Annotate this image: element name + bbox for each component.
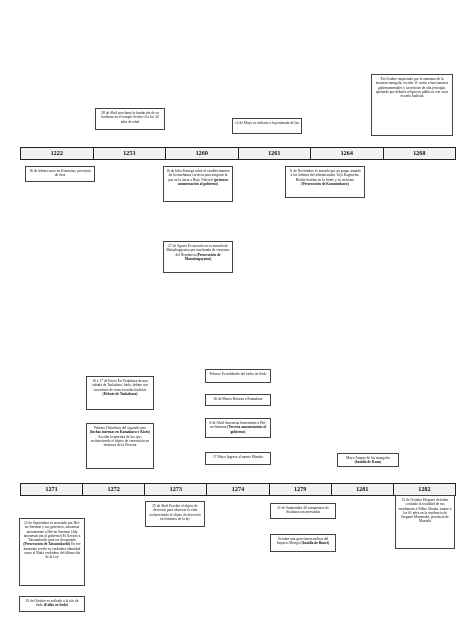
event-1274-april: 8 de Abril Amonesta firmemente a Hei-no-Saemon (Tercera amonestación al gobierno) (205, 418, 271, 438)
year-label: 1261 (239, 148, 312, 159)
event-1260-july: 16 de Julio Entrega sobre el establecimiento de la enseñanza correcta para asegurar la paz en la tierra a Hojo Tokiyori (primera amonestación al gobierno) (163, 166, 233, 202)
year-label: 1260 (166, 148, 239, 159)
event-1260-august: 27 de Agosto Es atacado en su morada de Matsubagayatsu por una banda de creyentes del Nembutsu (Persecución de Matsubagayatsu) (163, 241, 233, 273)
event-1273: 25 de Abril Escribe el objeto de devoción para observar la vida esclareciendo el objeto de devoción en términos de la ley (145, 501, 205, 527)
year-label: 1272 (83, 484, 145, 495)
event-1272-january: 16 y 17 de Enero En Tsukahara de una cabaña de Tsukahara, Sado, debate con sacerdotes de otras escuelas budistas (Debate de Tsukahara) (86, 376, 154, 410)
event-1279-october: Octubre una gran fuerza militar del Imperio Mongol (batalla de Bunei) (270, 534, 336, 552)
event-1282: 13 de Octubre Después de haber confiado la totalidad de sus enseñanzas a Nikko Shonin, muere a los 61 años en la residencia de Ikegami Munenaka, provincia de Musashi (395, 495, 455, 549)
event-1274-february: Febrero Es indultado del exilio en Sado (205, 369, 271, 383)
timeline-axis-bottom (20, 483, 456, 496)
year-label: 1273 (145, 484, 207, 495)
year-label: 1271 (21, 484, 83, 495)
event-1271-october: 10 de Octubre es exiliado a la isla de Sado (Exilio en Sado) (19, 596, 85, 612)
year-label: 1282 (418, 486, 431, 493)
event-1281: Mayo Ataque de los mongoles (batalla de Koan) (337, 453, 399, 467)
year-label: 1281 (332, 484, 394, 495)
event-1253: 28 de Abril proclama la fundación de su budismo en el templo Seicho-Ji a los 32 años de edad (95, 108, 165, 130)
event-1261: 12 de Mayo es exiliado a la península de Izu (232, 118, 302, 134)
event-1264: 11 de Noviembre es atacado por un grupo armado a las órdenes del administrador Tojo Kagenobu. Recibe heridas en la frente y en un brazo (Persecución de Komatsubara) (285, 166, 365, 198)
event-1268: En Octubre inquietado por la amenaza de la invasión mongola, escribe 11 cartas a funcionarios gubernamentales y sacerdotes de alta jerarquía, apelando por debates religiosos públicos con otras escuela budistas (371, 74, 453, 136)
event-1274-march: 26 de Marzo Retorna a Kamakura (205, 394, 271, 406)
event-1274-may: 17 Mayo Ingresa al monte Minobu (205, 452, 271, 465)
event-1272-february: Febrero Disturbios del segundo mes (luchas internas en Kamakura y Kioto) Escribe la apertura de los ojos esclareciendo el objeto de veneración en términos de la Persona (86, 423, 154, 469)
year-label: 1222 (21, 148, 94, 159)
timeline-axis-top (20, 147, 456, 160)
event-1222: 16 de febrero nace en Kominato, provincia de Awa (25, 166, 95, 182)
year-label: 1279 (270, 484, 332, 495)
year-label: 1253 (94, 148, 167, 159)
year-label: 1264 (311, 148, 384, 159)
year-label: 1268 (413, 150, 426, 157)
year-label: 1274 (207, 484, 269, 495)
event-1271-september: 12 de Septiembre es arrestado por Hei-no-Saemon y sus guerreros, amonesta nuevamente a Hei-no-Saemon (2da amonestación al gobierno) Es llevado a Tatsunokuchi para ser decapitado (Persecución de Tatsunokuchi) En ese momento revela su verdadera identidad como el Buda verdadero del último día de la Ley (19, 518, 85, 586)
event-1279-september: 21 de Septiembre 20 campesinos de Atsuhara son arrestados (270, 503, 336, 519)
